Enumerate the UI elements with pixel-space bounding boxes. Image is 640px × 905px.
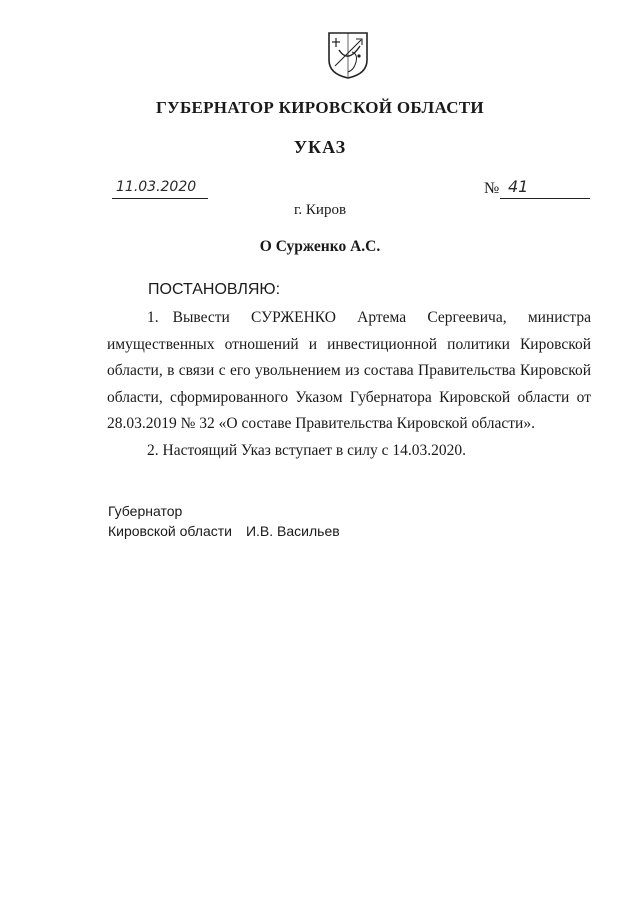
item-number: 1. <box>147 309 159 326</box>
item-1 <box>107 305 591 438</box>
document-type: УКАЗ <box>293 137 347 157</box>
kirov-coat-of-arms-icon <box>326 30 370 80</box>
decree-subject: О Сурженко А.С. <box>259 238 381 255</box>
decree-body <box>107 305 591 464</box>
signer-title-line2: Кировской области <box>108 523 232 539</box>
city: г. Киров <box>293 202 347 218</box>
item-text: Вывести СУРЖЕНКО Артема Сергеевича, министра имущественных отношений и инвестиционной политики Кировской области, в связи с его увольнением из состава Правительства Кировской области, сформированного Указом Губернатора Кировской области от 28.03.2019 № 32 «О составе Правительства Кировской области». <box>107 309 591 432</box>
handwritten-number: 41 <box>508 177 529 196</box>
handwritten-date: 11.03.2020 <box>116 179 197 195</box>
date-field <box>112 180 208 199</box>
signature-block <box>108 501 340 541</box>
signer-name: И.В. Васильев <box>245 523 340 539</box>
issuing-authority: ГУБЕРНАТОР КИРОВСКОЙ ОБЛАСТИ <box>156 98 484 117</box>
number-label: № <box>484 180 500 197</box>
decree-word: ПОСТАНОВЛЯЮ: <box>148 281 281 298</box>
signer-title-line1: Губернатор <box>108 503 183 519</box>
number-field <box>500 177 590 199</box>
item-2: 2. Настоящий Указ вступает в силу с 14.03.2020. <box>147 441 467 459</box>
